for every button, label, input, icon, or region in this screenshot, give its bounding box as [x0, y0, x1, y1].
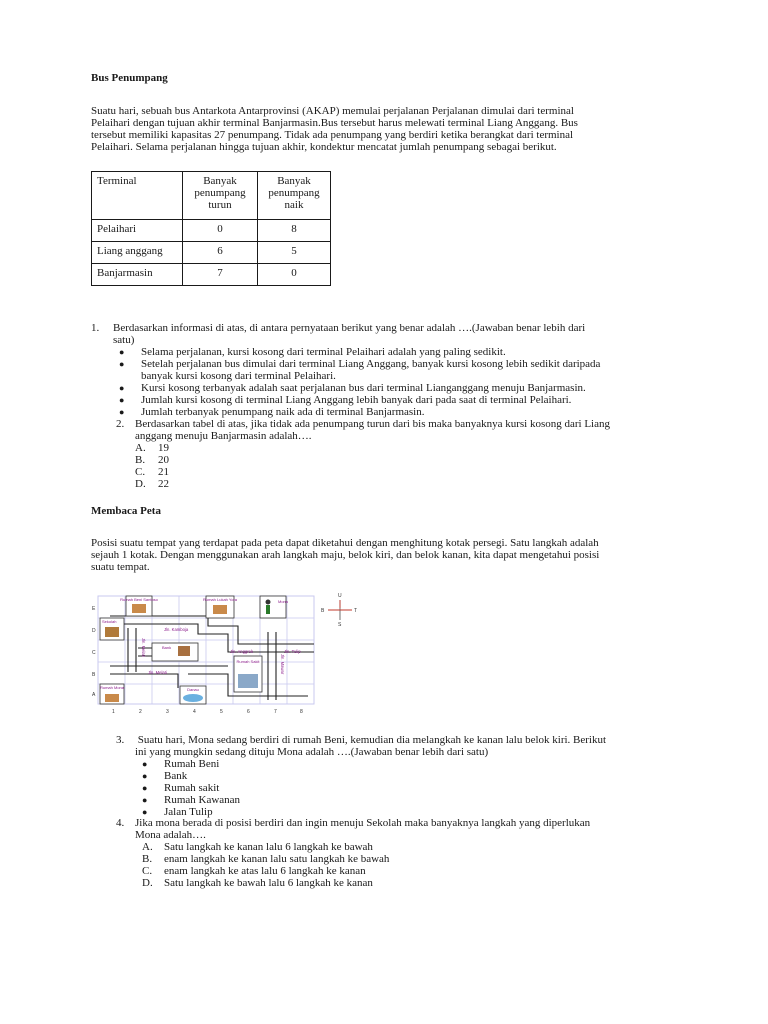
place-label: Mona [278, 599, 289, 604]
question-1-text: Berdasarkan informasi di atas, di antara pernyataan berikut yang benar adalah ….(Jawaban benar lebih dari [113, 322, 586, 334]
bullet-icon: ● [119, 407, 125, 417]
row-label: B [92, 672, 96, 678]
col-label: 2 [139, 709, 142, 715]
table-row [92, 242, 331, 264]
option-letter: A. [135, 442, 146, 454]
question-3-text: ini yang mungkin sedang dituju Mona adalah ….(Jawaban benar lebih dari satu) [135, 746, 489, 758]
place-label: Rumah Mona [99, 685, 125, 690]
question-number: 1. [91, 322, 100, 334]
row-labels [92, 606, 96, 698]
question-2-text: Berdasarkan tabel di atas, jika tidak ada penumpang turun dari bis maka banyaknya kursi kosong dari Liang [135, 418, 610, 430]
table-cell: 6 [183, 242, 258, 264]
lake-icon [183, 694, 203, 702]
option-text: Satu langkah ke kanan lalu 6 langkah ke bawah [164, 841, 373, 853]
answer-option: Jumlah terbanyak penumpang naik ada di terminal Banjarmasin. [141, 406, 425, 418]
option-text: 22 [158, 478, 169, 490]
bullet-icon: ● [142, 771, 148, 781]
table-header-cell: Banyak penumpang naik [258, 172, 331, 220]
compass-label: T [354, 608, 358, 614]
table-cell: 5 [258, 242, 331, 264]
option-text: enam langkah ke atas lalu 6 langkah ke kanan [164, 865, 366, 877]
bank-icon [178, 646, 190, 656]
option-letter: D. [142, 877, 153, 889]
house-icon [213, 605, 227, 614]
col-label: 7 [274, 709, 277, 715]
answer-option: Bank [164, 770, 188, 782]
bullet-icon: ● [119, 395, 125, 405]
answer-option: Rumah Kawanan [164, 794, 241, 806]
compass-label: U [338, 593, 342, 599]
col-label: 1 [112, 709, 115, 715]
option-text: 19 [158, 442, 169, 454]
question-number: 3. [116, 734, 125, 746]
bus-intro-line: tersebut memiliki kapasitas 27 penumpang. Tidak ada penumpang yang berdiri ketika berangkat dari terminal [91, 129, 574, 141]
col-label: 5 [220, 709, 223, 715]
street-label: Jln. Anggrek [230, 649, 254, 654]
col-labels [112, 709, 303, 715]
col-label: 6 [247, 709, 250, 715]
col-label: 3 [166, 709, 169, 715]
table-cell: Banjarmasin [92, 264, 183, 286]
bus-intro-line: Suatu hari, sebuah bus Antarkota Antarprovinsi (AKAP) memulai perjalanan Perjalanan dimulai dari terminal [91, 105, 574, 117]
place-label: Bank [162, 645, 172, 650]
table-header-row [92, 172, 331, 220]
person-icon [266, 605, 270, 614]
street-label: Jln. Mawar [280, 654, 285, 675]
bullet-icon: ● [119, 347, 125, 357]
map-intro-line: suatu tempat. [91, 561, 150, 573]
table-cell: 7 [183, 264, 258, 286]
table-cell: 0 [183, 220, 258, 242]
street-label: Jln. Tulip [284, 649, 301, 654]
answer-option: Rumah Beni [164, 758, 220, 770]
school-icon [105, 627, 119, 637]
place-label: Rumah Beni Santoso [120, 597, 158, 602]
street-label: Jln. Melati [141, 638, 146, 657]
row-label: A [92, 692, 96, 698]
place-label: Sekolah [102, 619, 117, 624]
answer-option: Jumlah kursi kosong di terminal Liang Anggang lebih banyak dari pada saat di terminal Pelaihari. [141, 394, 572, 406]
option-text: 21 [158, 466, 169, 478]
row-label: E [92, 606, 96, 612]
city-map [88, 588, 360, 718]
answer-option: Rumah sakit [164, 782, 220, 794]
table-header-cell: Banyak penumpang turun [183, 172, 258, 220]
answer-option: Jalan Tulip [164, 806, 213, 818]
bank-icon [152, 643, 198, 661]
compass-label: B [321, 608, 325, 614]
question-4-text: Jika mona berada di posisi berdiri dan ingin menuju Sekolah maka banyaknya langkah yang diperlukan [135, 817, 591, 829]
map-intro-line: Posisi suatu tempat yang terdapat pada peta dapat diketahui dengan menghitung kotak persegi. Satu langkah adalah [91, 537, 599, 549]
option-text: 20 [158, 454, 169, 466]
col-label: 8 [300, 709, 303, 715]
table-cell: Liang anggang [92, 242, 183, 264]
section-title-peta: Membaca Peta [91, 505, 161, 517]
option-letter: C. [142, 865, 153, 877]
house-icon [105, 694, 119, 702]
question-number: 2. [116, 418, 125, 430]
place-label: Rumah Lukah Yora [202, 597, 238, 602]
bullet-icon: ● [119, 359, 125, 369]
table-cell: 8 [258, 220, 331, 242]
street-label: Jln. Kamboja [164, 627, 189, 632]
table-row [92, 220, 331, 242]
bus-intro-line: Pelaihari. Selama perjalanan hingga tujuan akhir, kondektur mencatat jumlah penumpang sebagai berikut. [91, 141, 557, 153]
row-label: C [92, 650, 96, 656]
answer-option: Selama perjalanan, kursi kosong dari terminal Pelaihari adalah yang paling sedikit. [141, 346, 506, 358]
option-letter: B. [142, 853, 153, 865]
option-letter: C. [135, 466, 146, 478]
question-2-text: anggang menuju Banjarmasin adalah…. [135, 430, 312, 442]
person-icon [266, 600, 271, 605]
answer-option: banyak kursi kosong dari terminal Pelaihari. [141, 370, 336, 382]
option-text: Satu langkah ke bawah lalu 6 langkah ke kanan [164, 877, 373, 889]
option-letter: A. [142, 841, 153, 853]
bullet-icon: ● [142, 759, 148, 769]
bullet-icon: ● [142, 783, 148, 793]
bullet-icon: ● [142, 807, 148, 817]
option-letter: D. [135, 478, 146, 490]
compass-icon [321, 593, 357, 628]
table-row [92, 264, 331, 286]
answer-option: Setelah perjalanan bus dimulai dari terminal Liang Anggang, banyak kursi kosong lebih sedikit daripada [141, 358, 601, 370]
bus-intro-line: Pelaihari dengan tujuan akhir terminal Banjarmasin.Bus tersebut harus melewati terminal Liang Anggang. Bus [91, 117, 578, 129]
compass-label: S [338, 622, 342, 628]
col-label: 4 [193, 709, 196, 715]
question-1-text: satu) [113, 334, 135, 346]
passenger-table [91, 171, 331, 286]
section-title-bus: Bus Penumpang [91, 72, 168, 84]
option-letter: B. [135, 454, 146, 466]
table-cell: 0 [258, 264, 331, 286]
question-number: 4. [116, 817, 125, 829]
table-cell: Pelaihari [92, 220, 183, 242]
option-text: enam langkah ke kanan lalu satu langkah ke bawah [164, 853, 390, 865]
answer-option: Kursi kosong terbanyak adalah saat perjalanan bus dari terminal Lianganggang menuju Banjarmasin. [141, 382, 586, 394]
place-label: Rumah Sakit [236, 659, 260, 664]
question-4-text: Mona adalah…. [135, 829, 206, 841]
street-label: Jln. Melati [148, 670, 167, 675]
bullet-icon: ● [119, 383, 125, 393]
table-header-cell: Terminal [92, 172, 183, 220]
row-label: D [92, 628, 96, 634]
house-icon [132, 604, 146, 613]
hospital-icon [238, 674, 258, 688]
bullet-icon: ● [142, 795, 148, 805]
map-intro-line: sejauh 1 kotak. Dengan menggunakan arah langkah maju, belok kiri, dan belok kanan, kita dapat mengetahui posisi [91, 549, 600, 561]
place-label: Danau [187, 687, 199, 692]
question-3-text: Suatu hari, Mona sedang berdiri di rumah Beni, kemudian dia melangkah ke kanan lalu belok kiri. Berikut [135, 734, 607, 746]
